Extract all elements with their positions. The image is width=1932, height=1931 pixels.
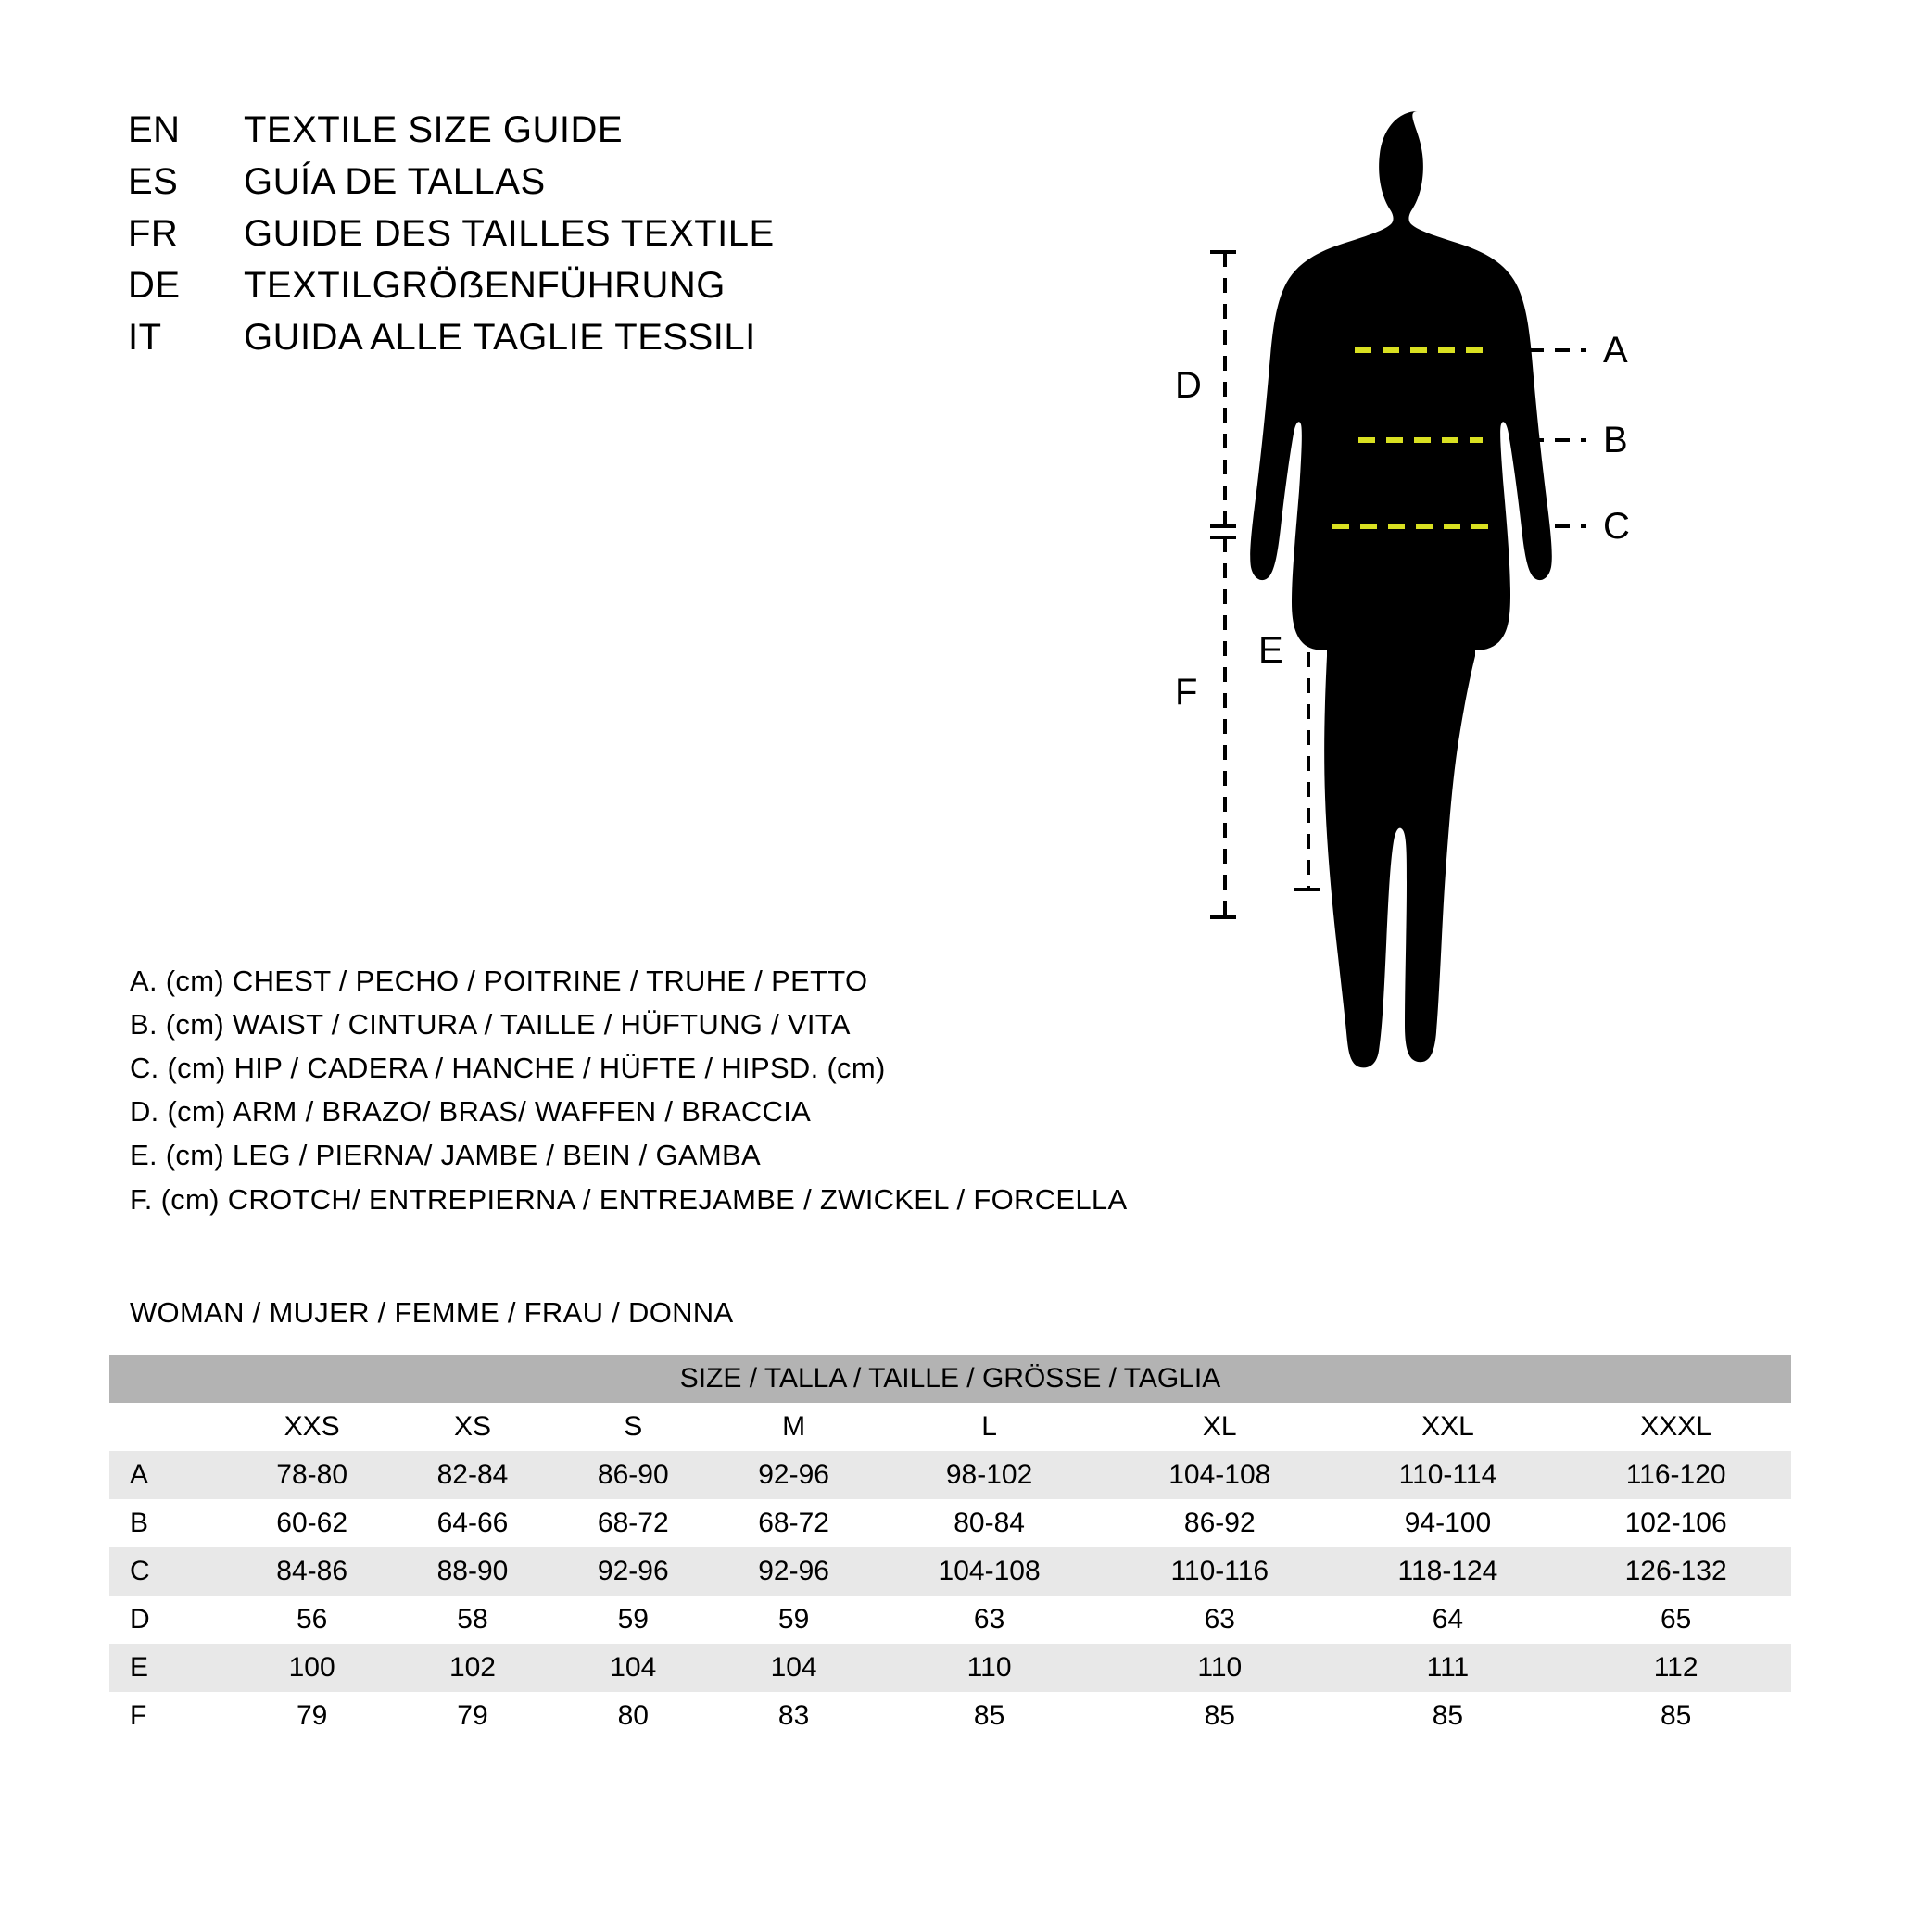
legend-item-d: D. (cm) ARM / BRAZO/ BRAS/ WAFFEN / BRACCIA bbox=[130, 1095, 812, 1129]
row-key-f: F bbox=[109, 1692, 232, 1740]
cell-a-xl: 104-108 bbox=[1105, 1451, 1335, 1499]
column-header-l: L bbox=[874, 1403, 1105, 1451]
table-row bbox=[109, 1644, 1791, 1692]
language-row bbox=[128, 317, 869, 359]
column-header-xl: XL bbox=[1105, 1403, 1335, 1451]
table-row bbox=[109, 1547, 1791, 1596]
cell-e-m: 104 bbox=[713, 1644, 874, 1692]
language-row bbox=[128, 265, 869, 307]
cell-f-xs: 79 bbox=[392, 1692, 552, 1740]
cell-c-m: 92-96 bbox=[713, 1547, 874, 1596]
label-d: D bbox=[1175, 365, 1203, 406]
table-header-row bbox=[109, 1403, 1791, 1451]
language-code: ES bbox=[128, 161, 179, 202]
cell-b-xxs: 60-62 bbox=[232, 1499, 392, 1547]
language-code: EN bbox=[128, 109, 181, 150]
table-band-title-row bbox=[109, 1355, 1791, 1403]
cell-e-l: 110 bbox=[874, 1644, 1105, 1692]
cell-c-xxxl: 126-132 bbox=[1560, 1547, 1791, 1596]
language-code: FR bbox=[128, 213, 179, 254]
row-key-b: B bbox=[109, 1499, 232, 1547]
cell-a-s: 86-90 bbox=[553, 1451, 713, 1499]
language-row bbox=[128, 109, 869, 151]
label-a: A bbox=[1603, 330, 1629, 371]
cell-c-xs: 88-90 bbox=[392, 1547, 552, 1596]
table-band-title: SIZE / TALLA / TAILLE / GRÖSSE / TAGLIA bbox=[109, 1355, 1791, 1403]
language-row bbox=[128, 161, 869, 203]
legend-item-b: B. (cm) WAIST / CINTURA / TAILLE / HÜFTUNG / VITA bbox=[130, 1008, 851, 1041]
cell-f-xxxl: 85 bbox=[1560, 1692, 1791, 1740]
cell-f-xl: 85 bbox=[1105, 1692, 1335, 1740]
silhouette-svg bbox=[1140, 56, 1900, 1260]
cell-b-l: 80-84 bbox=[874, 1499, 1105, 1547]
cell-e-s: 104 bbox=[553, 1644, 713, 1692]
cell-a-xxl: 110-114 bbox=[1335, 1451, 1561, 1499]
column-header-xxxl: XXXL bbox=[1560, 1403, 1791, 1451]
column-header-xxl: XXL bbox=[1335, 1403, 1561, 1451]
table-row bbox=[109, 1499, 1791, 1547]
legend-item-f: F. (cm) CROTCH/ ENTREPIERNA / ENTREJAMBE / ZWICKEL / FORCELLA bbox=[130, 1182, 1128, 1216]
cell-c-xxl: 118-124 bbox=[1335, 1547, 1561, 1596]
measurement-diagram bbox=[1140, 56, 1900, 1260]
cell-f-m: 83 bbox=[713, 1692, 874, 1740]
cell-e-xl: 110 bbox=[1105, 1644, 1335, 1692]
legend-item-e: E. (cm) LEG / PIERNA/ JAMBE / BEIN / GAMBA bbox=[130, 1139, 761, 1172]
cell-f-xxl: 85 bbox=[1335, 1692, 1561, 1740]
language-code: DE bbox=[128, 265, 181, 306]
cell-e-xxl: 111 bbox=[1335, 1644, 1561, 1692]
language-title: GUÍA DE TALLAS bbox=[244, 161, 546, 202]
cell-b-s: 68-72 bbox=[553, 1499, 713, 1547]
cell-f-l: 85 bbox=[874, 1692, 1105, 1740]
row-key-d: D bbox=[109, 1596, 232, 1644]
cell-e-xs: 102 bbox=[392, 1644, 552, 1692]
cell-b-xs: 64-66 bbox=[392, 1499, 552, 1547]
cell-e-xxs: 100 bbox=[232, 1644, 392, 1692]
label-c: C bbox=[1603, 506, 1631, 547]
cell-d-xs: 58 bbox=[392, 1596, 552, 1644]
cell-c-s: 92-96 bbox=[553, 1547, 713, 1596]
column-header-s: S bbox=[553, 1403, 713, 1451]
column-header-xxs: XXS bbox=[232, 1403, 392, 1451]
cell-b-xxxl: 102-106 bbox=[1560, 1499, 1791, 1547]
cell-c-l: 104-108 bbox=[874, 1547, 1105, 1596]
cell-a-l: 98-102 bbox=[874, 1451, 1105, 1499]
cell-d-s: 59 bbox=[553, 1596, 713, 1644]
cell-d-l: 63 bbox=[874, 1596, 1105, 1644]
table-row bbox=[109, 1692, 1791, 1740]
table-row bbox=[109, 1451, 1791, 1499]
cell-a-xxs: 78-80 bbox=[232, 1451, 392, 1499]
language-title: TEXTILE SIZE GUIDE bbox=[244, 109, 624, 150]
label-f: F bbox=[1175, 672, 1198, 713]
language-title-block bbox=[128, 109, 869, 369]
language-title: GUIDE DES TAILLES TEXTILE bbox=[244, 213, 775, 254]
row-key-e: E bbox=[109, 1644, 232, 1692]
cell-e-xxxl: 112 bbox=[1560, 1644, 1791, 1692]
cell-c-xxs: 84-86 bbox=[232, 1547, 392, 1596]
column-header-xs: XS bbox=[392, 1403, 552, 1451]
row-key-c: C bbox=[109, 1547, 232, 1596]
cell-c-xl: 110-116 bbox=[1105, 1547, 1335, 1596]
cell-d-xxl: 64 bbox=[1335, 1596, 1561, 1644]
cell-b-m: 68-72 bbox=[713, 1499, 874, 1547]
language-row bbox=[128, 213, 869, 255]
cell-d-xxs: 56 bbox=[232, 1596, 392, 1644]
cell-b-xxl: 94-100 bbox=[1335, 1499, 1561, 1547]
table-corner-cell bbox=[109, 1403, 232, 1451]
legend-item-a: A. (cm) CHEST / PECHO / POITRINE / TRUHE / PETTO bbox=[130, 965, 868, 997]
cell-d-m: 59 bbox=[713, 1596, 874, 1644]
language-code: IT bbox=[128, 317, 162, 358]
label-e: E bbox=[1258, 630, 1284, 671]
woman-silhouette-icon bbox=[1250, 111, 1552, 1067]
cell-d-xl: 63 bbox=[1105, 1596, 1335, 1644]
cell-f-s: 80 bbox=[553, 1692, 713, 1740]
table-row bbox=[109, 1596, 1791, 1644]
cell-a-xs: 82-84 bbox=[392, 1451, 552, 1499]
cell-f-xxs: 79 bbox=[232, 1692, 392, 1740]
cell-b-xl: 86-92 bbox=[1105, 1499, 1335, 1547]
gender-caption: WOMAN / MUJER / FEMME / FRAU / DONNA bbox=[130, 1296, 734, 1329]
column-header-m: M bbox=[713, 1403, 874, 1451]
language-title: TEXTILGRÖẞENFÜHRUNG bbox=[244, 265, 726, 306]
measurement-legend bbox=[130, 959, 1223, 1221]
label-b: B bbox=[1603, 420, 1629, 461]
language-title: GUIDA ALLE TAGLIE TESSILI bbox=[244, 317, 756, 358]
cell-a-xxxl: 116-120 bbox=[1560, 1451, 1791, 1499]
size-table bbox=[109, 1355, 1791, 1740]
row-key-a: A bbox=[109, 1451, 232, 1499]
cell-d-xxxl: 65 bbox=[1560, 1596, 1791, 1644]
legend-item-c: C. (cm) HIP / CADERA / HANCHE / HÜFTE / HIPSD. (cm) bbox=[130, 1052, 886, 1085]
cell-a-m: 92-96 bbox=[713, 1451, 874, 1499]
